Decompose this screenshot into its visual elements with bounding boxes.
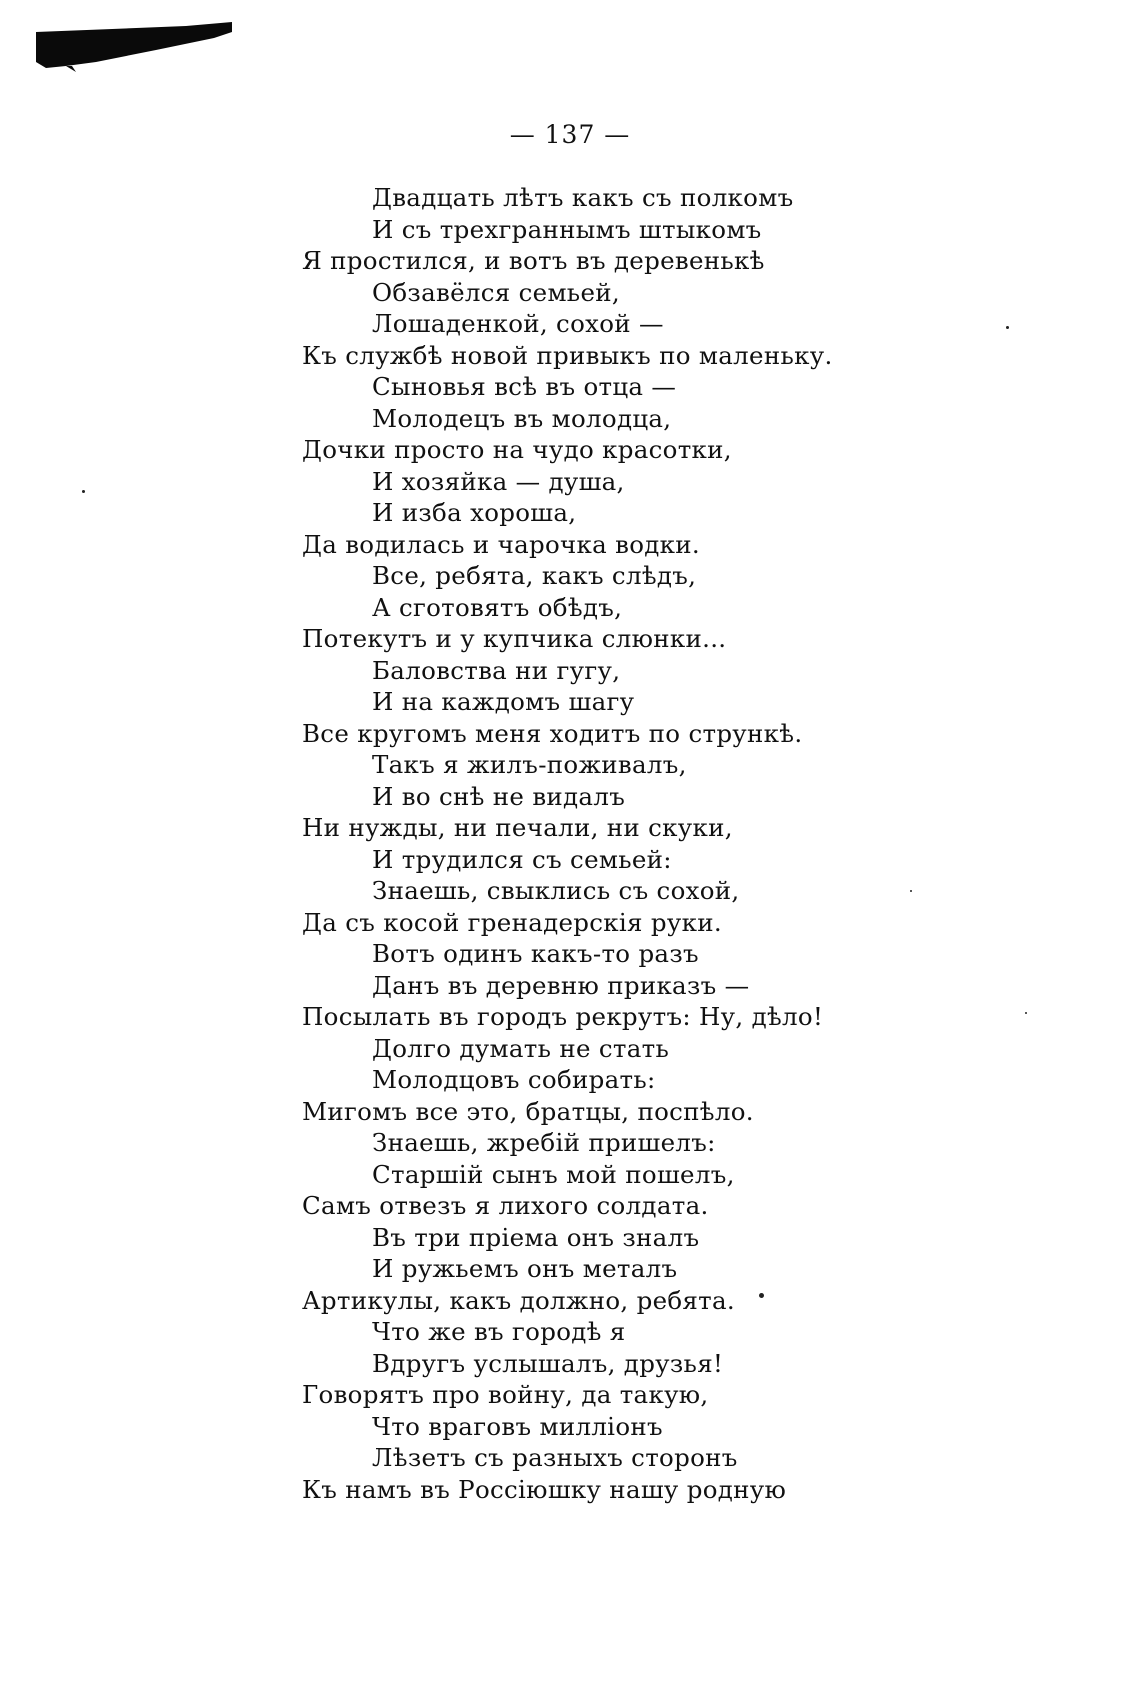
verse-line: Знаешь, свыклись съ сохой, (372, 876, 740, 905)
verse-line: Лошаденкой, сохой — (372, 309, 664, 338)
verse-line: Данъ въ деревню приказъ — (372, 970, 750, 1000)
verse-line: Артикулы, какъ должно, ребята. (302, 1285, 736, 1315)
verse-line: Въ три пріема онъ зналъ (372, 1222, 700, 1252)
verse-line: Такъ я жилъ-поживалъ, (372, 750, 687, 779)
verse-line: А сготовятъ обѣдъ, (372, 592, 623, 622)
verse-line: Я простился, и вотъ въ деревенькѣ (302, 246, 765, 275)
verse-line: Все, ребята, какъ слѣдъ, (372, 561, 697, 590)
verse-line: Баловства ни гугу, (372, 655, 621, 685)
verse-line: И съ трехграннымъ штыкомъ (372, 214, 762, 244)
verse-line: Все кругомъ меня ходитъ по стрункѣ. (302, 718, 803, 748)
verse-line: И во снѣ не видалъ (372, 781, 626, 811)
verse-line: Что враговъ милліонъ (372, 1411, 663, 1441)
verse-line: Ни нужды, ни печали, ни скуки, (302, 813, 733, 842)
scan-speck (82, 490, 85, 493)
verse-line: И изба хороша, (372, 498, 577, 527)
verse-line: И трудился съ семьей: (372, 844, 672, 874)
verse-line: Потекутъ и у купчика слюнки... (302, 624, 727, 653)
verse-line: И хозяйка — душа, (372, 466, 625, 496)
scan-speck (759, 1293, 764, 1298)
verse-line: Вотъ одинъ какъ-то разъ (372, 939, 699, 968)
verse-line: Старшій сынъ мой пошелъ, (372, 1159, 735, 1189)
verse-line: Что же въ городѣ я (372, 1317, 626, 1346)
verse-line: Дочки просто на чудо красотки, (302, 435, 732, 464)
verse-line: Знаешь, жребій пришелъ: (372, 1128, 716, 1157)
scan-speck (910, 890, 912, 892)
verse-line: Сыновья всѣ въ отца — (372, 372, 677, 401)
verse-line: Молодецъ въ молодца, (372, 403, 672, 433)
verse-line: Къ намъ въ Россіюшку нашу родную (302, 1474, 787, 1504)
scan-speck (1006, 326, 1009, 329)
verse-line: Говорятъ про войну, да такую, (302, 1380, 709, 1409)
verse-line: Мигомъ все это, братцы, поспѣло. (302, 1096, 754, 1126)
verse-line: И ружьемъ онъ металъ (372, 1254, 678, 1283)
verse-line: Да съ косой гренадерскія руки. (302, 907, 722, 937)
verse-line: Двадцать лѣтъ какъ съ полкомъ (372, 183, 794, 212)
poem-verse (302, 182, 1002, 1505)
verse-line: И на каждомъ шагу (372, 687, 635, 716)
page-number: — 137 — (509, 120, 631, 149)
verse-line: Посылать въ городъ рекрутъ: Ну, дѣло! (302, 1002, 824, 1031)
verse-line: Вдругъ услышалъ, друзья! (372, 1348, 724, 1378)
verse-line: Лѣзетъ съ разныхъ сторонъ (372, 1443, 738, 1472)
verse-line: Самъ отвезъ я лихого солдата. (302, 1191, 709, 1220)
ink-blot-mark (36, 22, 232, 72)
verse-line: Молодцовъ собирать: (372, 1065, 656, 1094)
scan-speck (1025, 1012, 1027, 1014)
verse-line: Долго думать не стать (372, 1033, 670, 1063)
verse-line: Къ службѣ новой привыкъ по маленьку. (302, 340, 833, 370)
verse-line: Да водилась и чарочка водки. (302, 529, 701, 559)
verse-line: Обзавёлся семьей, (372, 277, 620, 307)
